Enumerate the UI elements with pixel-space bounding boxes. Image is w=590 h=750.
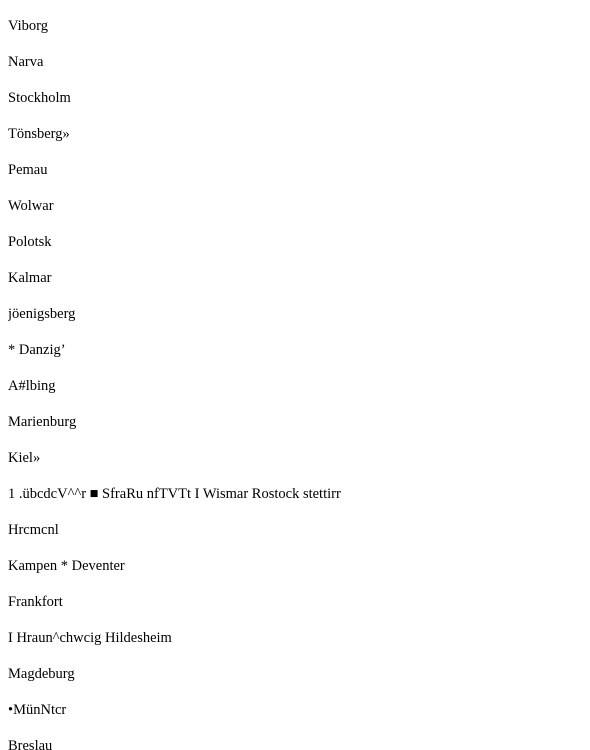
text-line-danzig: * Danzig’ <box>8 342 66 358</box>
text-line-braunschweig-hildesheim: I Hraun^chwcig Hildesheim <box>8 630 172 646</box>
document-page <box>8 0 582 750</box>
text-line-kiel: Kiel» <box>8 450 41 466</box>
text-line-narva: Narva <box>8 54 44 70</box>
text-line-viborg: Viborg <box>8 18 48 34</box>
text-line-frankfort: Frankfort <box>8 594 63 610</box>
text-line-breslau: Breslau <box>8 738 53 750</box>
text-line-stockholm: Stockholm <box>8 90 71 106</box>
text-line-albing: A#lbing <box>8 378 56 394</box>
text-line-kalmar: Kalmar <box>8 270 52 286</box>
text-line-bremen: Hrcmcnl <box>8 522 59 538</box>
text-line-polotsk: Polotsk <box>8 234 52 250</box>
text-line-kampen-deventer: Kampen * Deventer <box>8 558 125 574</box>
text-line-tonsberg: Tönsberg» <box>8 126 70 142</box>
text-line-magdeburg: Magdeburg <box>8 666 75 682</box>
text-line-marienburg: Marienburg <box>8 414 77 430</box>
text-line-lubeck-wismar-rostock: 1 .übcdcV^^r ■ SfraRu nfTVTt I Wismar Rostock stettirr <box>8 486 341 502</box>
text-line-munster: •MünNtcr <box>8 702 67 718</box>
text-line-joenigsberg: jöenigsberg <box>8 306 76 322</box>
text-line-pemau: Pemau <box>8 162 48 178</box>
text-line-wolwar: Wolwar <box>8 198 54 214</box>
